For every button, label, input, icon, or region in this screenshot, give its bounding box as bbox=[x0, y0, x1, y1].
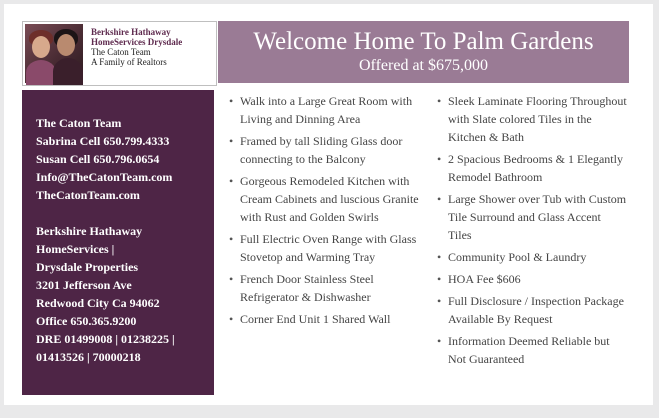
list-item: • Sleek Laminate Flooring Throughout with Slate colored Tiles in the Kitchen & Bath bbox=[437, 92, 627, 146]
list-item: • 2 Spacious Bedrooms & 1 Elegantly Remodel Bathroom bbox=[437, 150, 627, 186]
logo-brand-line2: HomeServices Drysdale bbox=[91, 37, 183, 47]
list-item: • HOA Fee $606 bbox=[437, 270, 627, 288]
contact-office-phone: Office 650.365.9200 bbox=[36, 314, 137, 328]
contact-team: The Caton Team bbox=[36, 116, 122, 130]
list-item: • Large Shower over Tub with Custom Tile Surround and Glass Accent Tiles bbox=[437, 190, 627, 244]
logo-tagline: A Family of Realtors bbox=[91, 57, 167, 67]
brokerage-logo bbox=[22, 21, 217, 86]
contact-dre-line1: DRE 01499008 | 01238225 | bbox=[36, 332, 175, 346]
contact-email: Info@TheCatonTeam.com bbox=[36, 170, 173, 184]
list-item: • Walk into a Large Great Room with Living and Dinning Area bbox=[229, 92, 423, 128]
contact-sabrina-cell: Sabrina Cell 650.799.4333 bbox=[36, 134, 170, 148]
contact-website: TheCatonTeam.com bbox=[36, 188, 140, 202]
contact-brokerage-line3: Drysdale Properties bbox=[36, 260, 139, 274]
page-title: Welcome Home To Palm Gardens bbox=[253, 28, 594, 55]
logo-brand-line1: Berkshire Hathaway bbox=[91, 27, 171, 37]
contact-address-street: 3201 Jefferson Ave bbox=[36, 278, 132, 292]
list-item: • Full Disclosure / Inspection Package Available By Request bbox=[437, 292, 627, 328]
contact-address-city: Redwood City Ca 94062 bbox=[36, 296, 160, 310]
features-list-right bbox=[437, 92, 627, 372]
list-item: • French Door Stainless Steel Refrigerator & Dishwasher bbox=[229, 270, 423, 306]
contact-panel bbox=[22, 90, 214, 395]
list-item: • Community Pool & Laundry bbox=[437, 248, 627, 266]
list-item: • Framed by tall Sliding Glass door connecting to the Balcony bbox=[229, 132, 423, 168]
list-item: • Gorgeous Remodeled Kitchen with Cream Cabinets and luscious Granite with Rust and Golden Swirls bbox=[229, 172, 423, 226]
contact-brokerage-line2: HomeServices | bbox=[36, 242, 115, 256]
list-item: • Information Deemed Reliable but Not Guaranteed bbox=[437, 332, 627, 368]
contact-susan-cell: Susan Cell 650.796.0654 bbox=[36, 152, 160, 166]
agents-photo bbox=[25, 24, 83, 83]
list-item: • Corner End Unit 1 Shared Wall bbox=[229, 310, 423, 328]
title-banner bbox=[218, 21, 629, 83]
contact-brokerage-line1: Berkshire Hathaway bbox=[36, 224, 143, 238]
logo-team: The Caton Team bbox=[91, 47, 151, 57]
price-subtitle: Offered at $675,000 bbox=[359, 57, 488, 74]
list-item: • Full Electric Oven Range with Glass Stovetop and Warming Tray bbox=[229, 230, 423, 266]
contact-dre-line2: 01413526 | 70000218 bbox=[36, 350, 141, 364]
features-list-left bbox=[229, 92, 423, 332]
logo-text bbox=[91, 27, 182, 67]
